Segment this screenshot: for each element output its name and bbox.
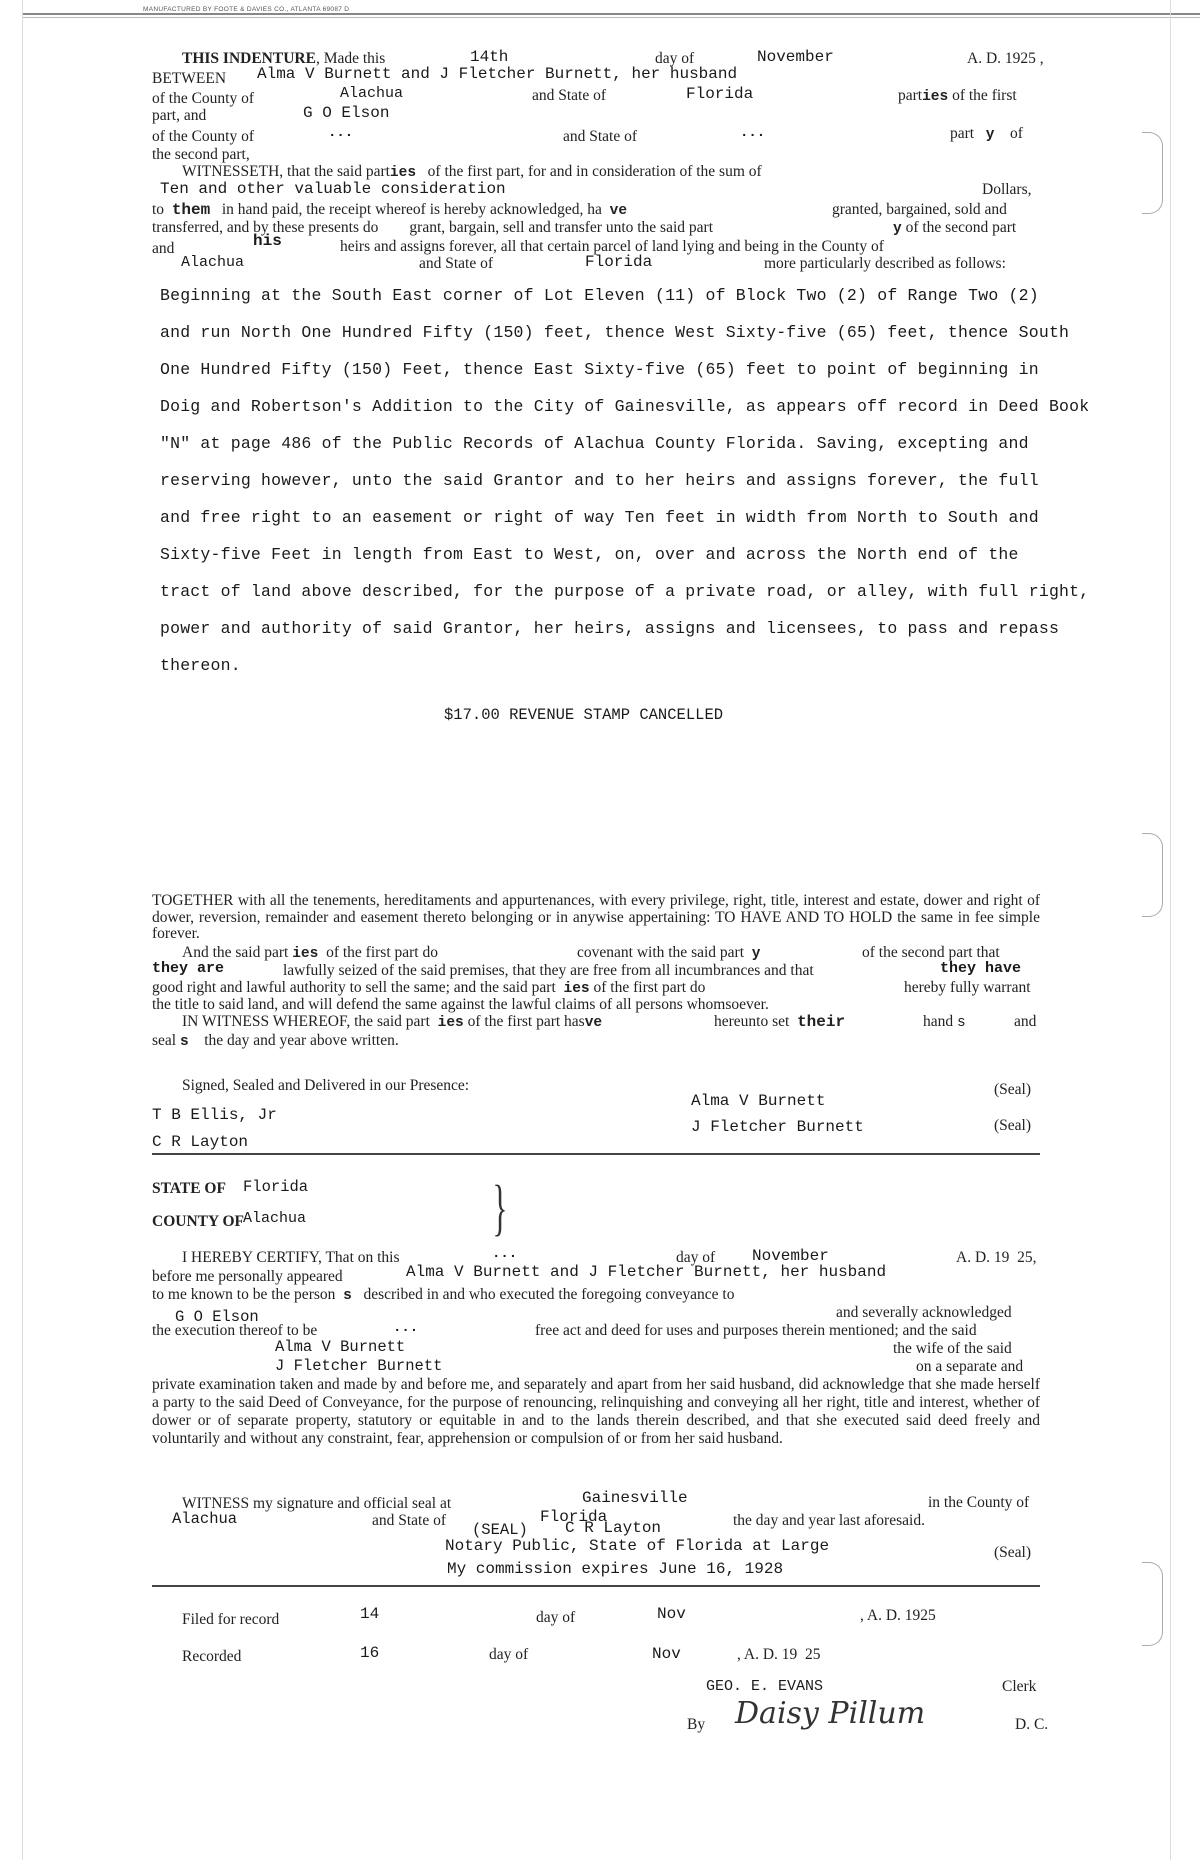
signer-1: Alma V Burnett [691, 1092, 826, 1110]
last-aforesaid-label: the day and year last aforesaid. [733, 1512, 925, 1529]
ack-day-of-label: day of [676, 1249, 716, 1266]
grantee-county: ... [328, 125, 354, 141]
wife-name: Alma V Burnett [275, 1338, 406, 1356]
certify-day: ... [492, 1246, 518, 1262]
land-state: Florida [585, 253, 653, 271]
ack-state-label: and State of [372, 1512, 447, 1529]
description-line: reserving however, unto the said Grantor and to her heirs and assigns forever, the full [160, 471, 1039, 490]
authority-line: good right and lawful authority to sell the same; and the said part ies of the first part do [152, 979, 706, 997]
covenant-line-b: covenant with the said part y [577, 944, 761, 962]
consideration-value: Ten and other valuable consideration [160, 180, 506, 198]
his-fill: his [253, 232, 282, 250]
appeared-names: Alma V Burnett and J Fletcher Burnett, her husband [406, 1263, 887, 1281]
free-act-label: free act and deed for uses and purposes therein mentioned; and the said [535, 1322, 977, 1339]
description-line: Beginning at the South East corner of Lot Eleven (11) of Block Two (2) of Range Two (2) [160, 286, 1039, 305]
filed-day: 14 [360, 1605, 380, 1623]
second-part-tail: y of the second part [893, 219, 1017, 237]
dollars-label: Dollars, [982, 181, 1032, 198]
description-line: Sixty-five Feet in length from East to West, on, over and across the North end of the [160, 545, 1019, 564]
indenture-month: November [757, 48, 834, 66]
header-rule-thin [22, 17, 1200, 18]
in-witness-line: IN WITNESS WHEREOF, the said part ies of the first part hasve [182, 1013, 603, 1031]
county-label: of the County of [152, 90, 255, 107]
severally-label: and severally acknowledged [836, 1304, 1012, 1321]
ack-year: A. D. 19 25, [956, 1249, 1037, 1266]
covenant-line: And the said part ies of the first part do [182, 944, 438, 962]
grantee-name: G O Elson [303, 104, 390, 122]
county-label-2: of the County of [152, 128, 255, 145]
header-rule [22, 13, 1200, 15]
indenture-heading: THIS INDENTURE, Made this [182, 50, 386, 67]
recorded-day: 16 [360, 1644, 380, 1662]
warrant-label: hereby fully warrant [904, 979, 1031, 996]
grantee-state: ... [740, 125, 766, 141]
presence-label: Signed, Sealed and Delivered in our Presence: [182, 1077, 470, 1094]
certify-label: I HEREBY CERTIFY, That on this [182, 1249, 400, 1266]
husband-name: J Fletcher Burnett [275, 1357, 443, 1375]
ack-county-2: Alachua [172, 1510, 238, 1528]
notary-seal-mark: (SEAL) [472, 1521, 528, 1539]
witness-seal-label: WITNESS my signature and official seal at [182, 1495, 452, 1512]
together-clause: TOGETHER with all the tenements, hereditaments and appurtenances, with every privilege, right, title, interest and estate, dower and right of dower, reversion, remainder and easement thereto belonging or in anywise appertaining: TO HAVE AND TO HOLD the same in fee simple forever. [152, 892, 1040, 942]
day-of-label: day of [655, 50, 695, 67]
appeared-label: before me personally appeared [152, 1268, 343, 1285]
revenue-stamp-note: $17.00 REVENUE STAMP CANCELLED [444, 706, 724, 724]
witnesseth-line: WITNESSETH, that the said parties of the first part, for and in consideration of the sum of [182, 163, 762, 181]
recorded-month: Nov [652, 1645, 681, 1663]
part-and-label: part, and [152, 107, 207, 124]
dc-label: D. C. [1015, 1716, 1049, 1733]
defend-line: the title to said land, and will defend the same against the lawful claims of all persons whomsoever. [152, 996, 769, 1013]
binder-hole-mark [1142, 833, 1163, 917]
notary-name: C R Layton [565, 1519, 662, 1537]
grantor-names: Alma V Burnett and J Fletcher Burnett, her husband [257, 65, 738, 83]
indenture-year: A. D. 1925 , [967, 50, 1044, 67]
state-of-label: STATE OF [152, 1180, 226, 1197]
execution-fill: ... [393, 1320, 419, 1336]
filed-year: , A. D. 1925 [860, 1607, 936, 1624]
ack-state: Florida [243, 1178, 309, 1196]
hands-label: hand s [923, 1013, 966, 1031]
execution-label: the execution thereof to be [152, 1322, 318, 1339]
indenture-day: 14th [470, 48, 509, 66]
commission-expiry: My commission expires June 16, 1928 [447, 1560, 784, 1578]
description-line: Doig and Robertson's Addition to the City of Gainesville, as appears off record in Deed Book [160, 397, 1090, 416]
receipt-line: to them in hand paid, the receipt whereof is hereby acknowledged, ha ve [152, 201, 628, 219]
clerk-name: GEO. E. EVANS [706, 1678, 824, 1695]
ack-city: Gainesville [582, 1489, 688, 1507]
and-label: and [152, 240, 175, 257]
description-line: and run North One Hundred Fifty (150) feet, thence West Sixty-five (65) feet, thence South [160, 323, 1070, 342]
they-have-fill: they have [940, 960, 1022, 977]
heirs-line: heirs and assigns forever, all that certain parcel of land lying and being in the County of [340, 238, 884, 255]
they-are-fill: they are [152, 960, 225, 977]
filed-month: Nov [657, 1605, 686, 1623]
witness-2: C R Layton [152, 1133, 249, 1151]
seals-line: seal s the day and year above written. [152, 1032, 399, 1050]
form-manufacturer-line: MANUFACTURED BY FOOTE & DAVIES CO., ATLANTA 69087 D [140, 6, 352, 13]
covenant-line-c: of the second part that [862, 944, 1000, 961]
ack-month: November [752, 1247, 829, 1265]
parties-first: parties of the first [898, 87, 1017, 105]
filed-day-of-label: day of [536, 1609, 576, 1626]
recorded-year: , A. D. 19 25 [737, 1646, 821, 1663]
more-particularly-label: more particularly described as follows: [764, 255, 1006, 272]
party-second: part y of [950, 125, 1023, 143]
ack-county: Alachua [243, 1210, 307, 1227]
county-of-label: COUNTY OF [152, 1213, 244, 1230]
bracket-brace: } [492, 1174, 508, 1242]
ack-state-2: Florida [540, 1508, 608, 1526]
private-examination-clause: private examination taken and made by and before me, and separately and apart from her said husband, did acknowledge that she made herself a party to the said Deed of Conveyance, for the purpose of renouncing, relinquishing and conveying all her right, title and interest, whether of dower or of separate property, statutory or equitable in and to the lands therein described, and that she executed said deed freely and voluntarily and without any constraint, fear, apprehension or compulsion of or from her said husband. [152, 1376, 1040, 1447]
description-line: "N" at page 486 of the Public Records of Alachua County Florida. Saving, excepting and [160, 434, 1029, 453]
seal-label-2: (Seal) [994, 1117, 1032, 1134]
description-line: One Hundred Fifty (150) Feet, thence East Sixty-five (65) feet to point of beginning in [160, 360, 1039, 379]
land-state-label: and State of [419, 255, 494, 272]
state-label: and State of [532, 87, 607, 104]
second-part-label: the second part, [152, 146, 250, 163]
separate-label: on a separate and [916, 1358, 1024, 1375]
binder-hole-mark [1142, 132, 1163, 214]
in-county-of-label: in the County of [928, 1494, 1030, 1511]
grantor-county: Alachua [340, 85, 404, 102]
clerk-label: Clerk [1002, 1678, 1037, 1695]
description-line: thereon. [160, 656, 241, 675]
seized-line: lawfully seized of the said premises, that they are free from all incumbrances and that [283, 962, 814, 979]
description-line: and free right to an easement or right of way Ten feet in width from North to South and [160, 508, 1039, 527]
seal-label-1: (Seal) [994, 1081, 1032, 1098]
ack-grantee: G O Elson [175, 1308, 259, 1326]
section-divider [152, 1585, 1040, 1587]
filed-label: Filed for record [182, 1611, 280, 1628]
binder-hole-mark [1142, 1562, 1163, 1646]
transferred-line: transferred, and by these presents do grant, bargain, sell and transfer unto the said part [152, 219, 713, 236]
granted-label: granted, bargained, sold and [832, 201, 1007, 218]
and-label-2: and [1014, 1013, 1037, 1030]
wife-of-label: the wife of the said [893, 1340, 1012, 1357]
signer-2: J Fletcher Burnett [691, 1118, 864, 1136]
known-line: to me known to be the person s described in and who executed the foregoing conveyance to [152, 1286, 735, 1304]
notary-title: Notary Public, State of Florida at Large [445, 1537, 830, 1555]
by-label: By [687, 1716, 706, 1733]
section-divider [152, 1153, 1040, 1155]
description-line: power and authority of said Grantor, her heirs, assigns and licensees, to pass and repass [160, 619, 1060, 638]
grantor-state: Florida [686, 85, 754, 103]
witness-1: T B Ellis, Jr [152, 1106, 277, 1124]
land-county: Alachua [181, 254, 245, 271]
recorded-label: Recorded [182, 1648, 242, 1665]
hereunto-line: hereunto set their [714, 1013, 846, 1031]
right-margin-line [1170, 0, 1171, 1860]
description-line: tract of land above described, for the purpose of a private road, or alley, with full right, [160, 582, 1090, 601]
notary-seal-label: (Seal) [994, 1544, 1032, 1561]
state-label-2: and State of [563, 128, 638, 145]
recorded-day-of-label: day of [489, 1646, 529, 1663]
left-margin-line [22, 0, 23, 1860]
deputy-clerk-signature: Daisy Pillum [735, 1696, 926, 1731]
between-label: BETWEEN [152, 70, 227, 87]
